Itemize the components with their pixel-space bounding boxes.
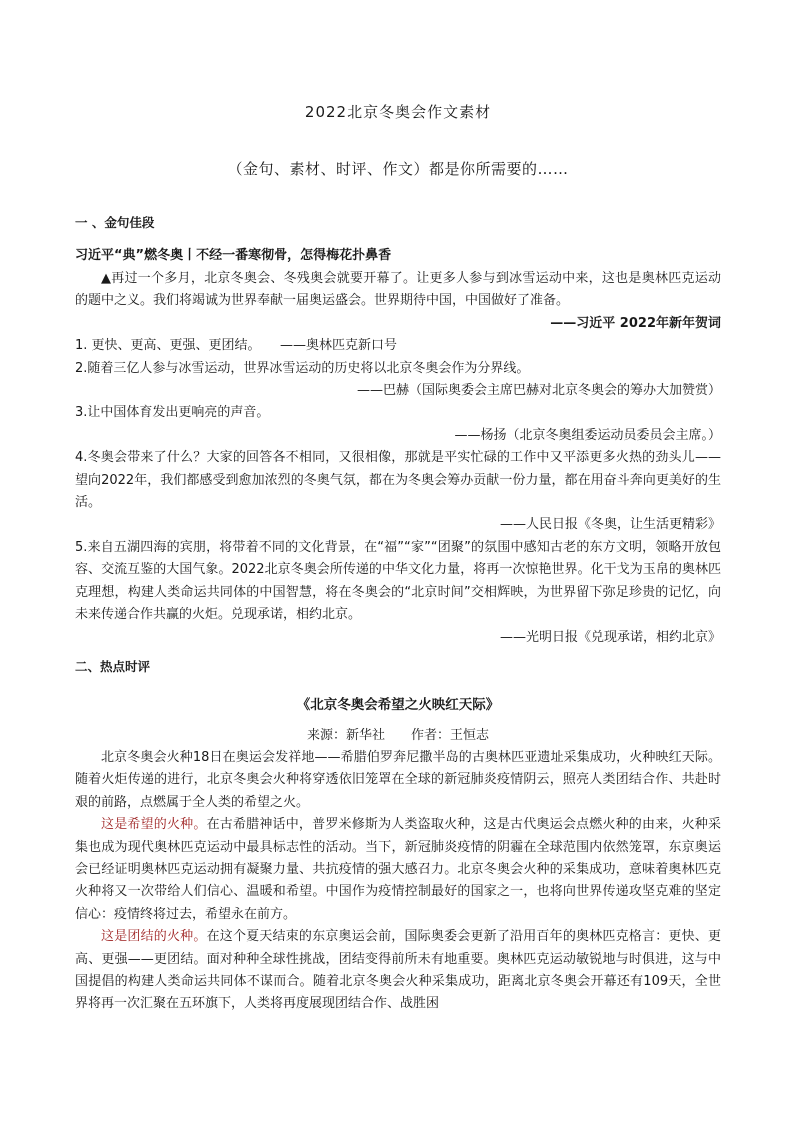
quote-item: 3.让中国体育发出更响亮的声音。: [75, 405, 270, 421]
document-title: 2022北京冬奥会作文素材: [304, 103, 492, 121]
quote-item: 4.冬奥会带来了什么？大家的回答各不相同，又很相像，那就是平实忙碌的工作中又平添更多火热的劲头儿——望向2022年，我们都感受到愈加浓烈的冬奥气氛，都在为冬奥会筹办贡献一份力量，都在用奋斗奔向更美好的生活。: [75, 450, 721, 511]
quote-source: ——巴赫（国际奥委会主席巴赫对北京冬奥会的筹办大加赞赏）: [356, 383, 721, 399]
quote-item: 5.来自五湖四海的宾朋，将带着不同的文化背景，在“福”“家”“团聚”的氛围中感知古老的东方文明，领略开放包容、交流互鉴的大国气象。2022北京冬奥会所传递的中华文化力量，将再一次惊艳世界。化干戈为玉帛的奥林匹克理想，构建人类命运共同体的中国智慧，将在冬奥会的“北京时间”交相辉映，为世界留下弥足珍贵的记忆，向未来传递合作共赢的火炬。兑现承诺，相约北京。: [75, 539, 721, 623]
paragraph-text: 在古希腊神话中，普罗米修斯为人类盗取火种，这是古代奥运会点燃火种的由来，火种采集也成为现代奥林匹克运动中最具标志性的活动。当下，新冠肺炎疫情的阴霾在全球范围内依然笼罩，东京奥运会已经证明奥林匹克运动拥有凝聚力量、共抗疫情的强大感召力。北京冬奥会火种的采集成功，意味着奥林匹克火种将又一次带给人们信心、温暖和希望。中国作为疫情控制最好的国家之一，也将向世界传递攻坚克难的坚定信心：疫情终将过去，希望永在前方。: [75, 817, 721, 922]
quote-source: ——习近平 2022年新年贺词: [550, 315, 721, 331]
highlight-phrase: 这是希望的火种。: [101, 817, 207, 833]
quote-source: ——杨扬（北京冬奥组委运动员委员会主席。）: [454, 427, 721, 443]
article-byline: 来源：新华社 作者：王恒志: [306, 727, 489, 743]
quote-item: 2.随着三亿人参与冰雪运动，世界冰雪运动的历史将以北京冬奥会作为分界线。: [75, 360, 530, 376]
quote-paragraph: ▲再过一个多月，北京冬奥会、冬残奥会就要开幕了。让更多人参与到冰雪运动中来，这也是奥林匹克运动的题中之义。我们将竭诚为世界奉献一届奥运盛会。世界期待中国，中国做好了准备。: [75, 271, 721, 309]
quote-source: ——人民日报《冬奥，让生活更精彩》: [499, 517, 721, 533]
section-heading-quotes: 一 、金句佳段: [75, 215, 155, 230]
article-paragraph: [75, 814, 721, 926]
article-paragraph: 北京冬奥会火种18日在奥运会发祥地——希腊伯罗奔尼撒半岛的古奥林匹亚遗址采集成功，火种映红天际。随着火炬传递的进行，北京冬奥会火种将穿透依旧笼罩在全球的新冠肺炎疫情阴云，照亮人类团结合作、共赴时艰的前路，点燃属于全人类的希望之火。: [75, 749, 721, 810]
article-paragraph: [75, 926, 721, 1016]
article-title: 《北京冬奥会希望之火映红天际》: [296, 696, 500, 713]
document-subtitle: （金句、素材、时评、作文）都是你所需要的……: [227, 160, 569, 178]
quote-lead-title: 习近平“典”燃冬奥丨不经一番寒彻骨，怎得梅花扑鼻香: [75, 248, 392, 263]
highlight-phrase: 这是团结的火种。: [101, 929, 207, 945]
paragraph-text: 在这个夏天结束的东京奥运会前，国际奥委会更新了沿用百年的奥林匹克格言：更快、更高、更强——更团结。面对种种全球性挑战，团结变得前所未有地重要。奥林匹克运动敏锐地与时俱进，这与中国提倡的构建人类命运共同体不谋而合。随着北京冬奥会火种采集成功，距离北京冬奥会开幕还有109天，全世界将再一次汇聚在五环旗下，人类将再度展现团结合作、战胜困: [75, 929, 721, 1012]
section-heading-commentary: 二、热点时评: [75, 658, 151, 674]
quote-source: ——光明日报《兑现承诺，相约北京》: [499, 629, 721, 645]
quote-item: 1. 更快、更高、更强、更团结。 ——奥林匹克新口号: [75, 338, 398, 354]
document-body: [75, 213, 721, 1016]
